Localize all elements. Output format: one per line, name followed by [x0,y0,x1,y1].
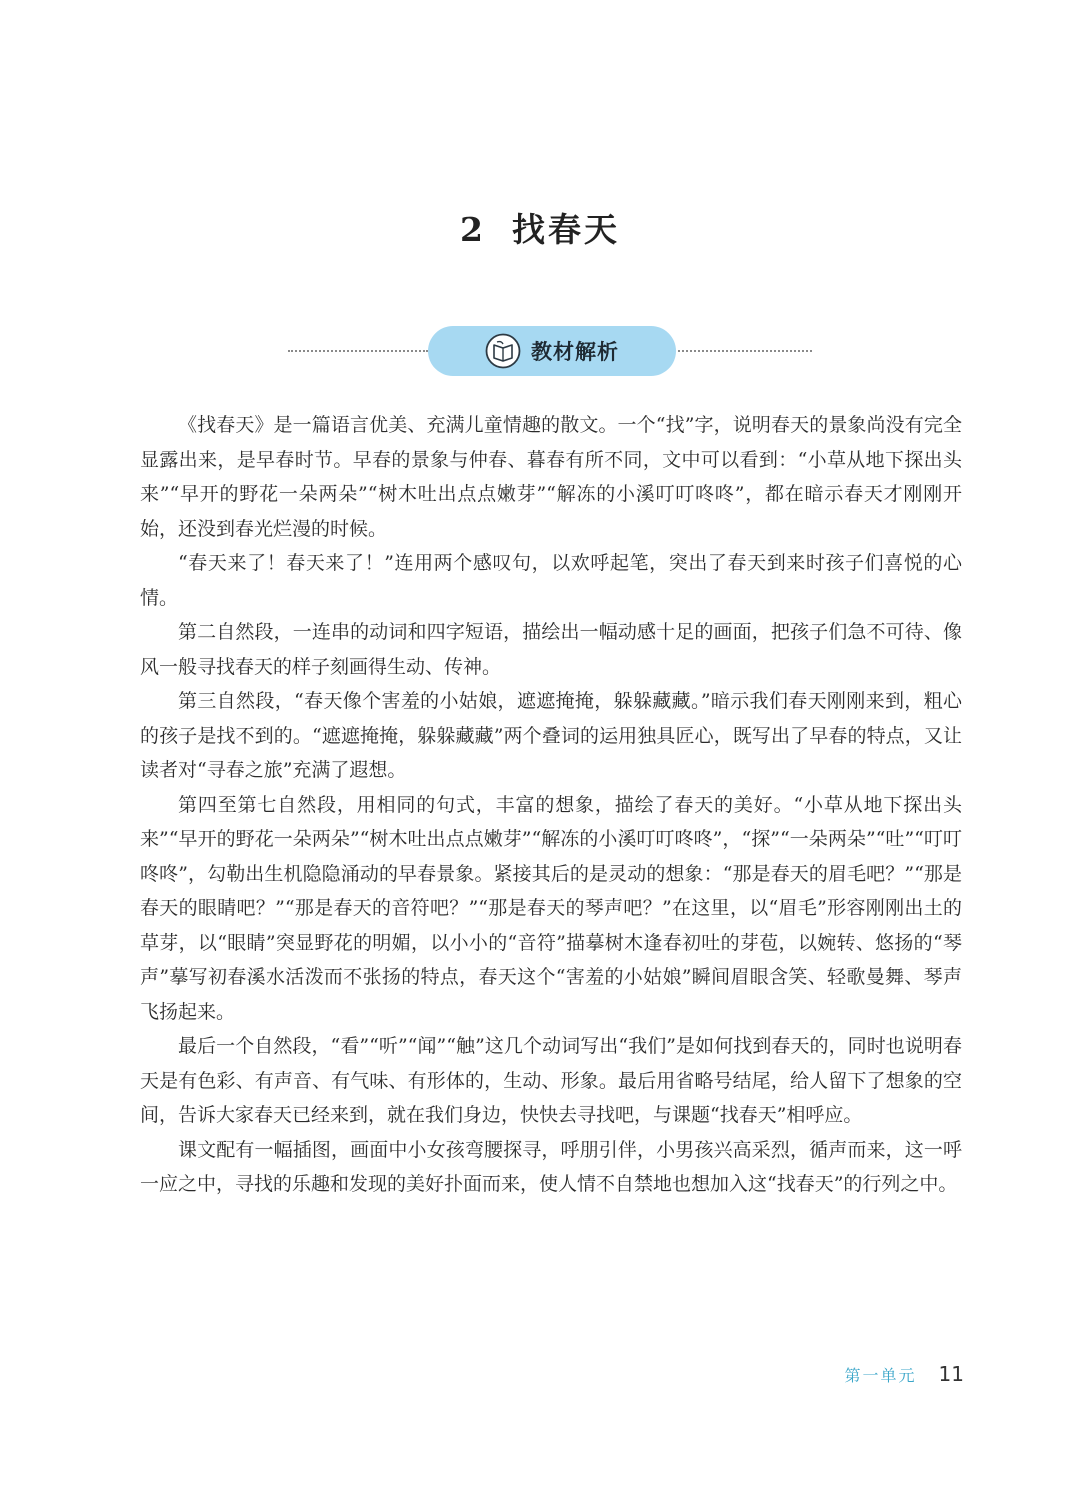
paragraph: 第四至第七自然段，用相同的句式，丰富的想象，描绘了春天的美好。“小草从地下探出头来”“早开的野花一朵两朵”“树木吐出点点嫩芽”“解冻的小溪叮叮咚咚”，“探”“一朵两朵”“吐”“叮叮咚咚”，勾勒出生机隐隐涌动的早春景象。紧接其后的是灵动的想象：“那是春天的眉毛吧？”“那是春天的眼睛吧？”“那是春天的音符吧？”“那是春天的琴声吧？”在这里，以“眉毛”形容刚刚出土的草芽，以“眼睛”突显野花的明媚，以小小的“音符”描摹树木逢春初吐的芽苞，以婉转、悠扬的“琴声”摹写初春溪水活泼而不张扬的特点，春天这个“害羞的小姑娘”瞬间眉眼含笑、轻歌曼舞、琴声飞扬起来。 [140,793,962,1023]
dotted-rule-right [678,350,812,352]
page-footer [845,1362,964,1386]
section-label-pill [428,326,676,376]
paragraph: 第二自然段，一连串的动词和四字短语，描绘出一幅动感十足的画面，把孩子们急不可待、像风一般寻找春天的样子刻画得生动、传神。 [140,621,962,678]
lesson-number: 2 [460,210,486,250]
paragraph: 最后一个自然段，“看”“听”“闻”“触”这几个动词写出“我们”是如何找到春天的，同时也说明春天是有色彩、有声音、有气味、有形体的，生动、形象。最后用省略号结尾，给人留下了想象的空间，告诉大家春天已经来到，就在我们身边，快快去寻找吧，与课题“找春天”相呼应。 [140,1035,962,1126]
analysis-body [140,408,962,1202]
paragraph: 课文配有一幅插图，画面中小女孩弯腰探寻，呼朋引伴，小男孩兴高采烈，循声而来，这一呼一应之中，寻找的乐趣和发现的美好扑面而来，使人情不自禁地也想加入这“找春天”的行列之中。 [140,1138,962,1195]
lesson-title-text: 找春天 [511,210,620,250]
book-icon [485,333,521,369]
section-label: 教材解析 [531,340,619,364]
paragraph: 《找春天》是一篇语言优美、充满儿童情趣的散文。一个“找”字，说明春天的景象尚没有完全显露出来，是早春时节。早春的景象与仲春、暮春有所不同，文中可以看到：“小草从地下探出头来”“早开的野花一朵两朵”“树木吐出点点嫩芽”“解冻的小溪叮叮咚咚”，都在暗示春天才刚刚开始，还没到春光烂漫的时候。 [140,414,962,540]
paragraph: “春天来了！春天来了！”连用两个感叹句，以欢呼起笔，突出了春天到来时孩子们喜悦的心情。 [140,552,962,609]
section-banner [288,326,812,376]
lesson-title [0,204,1080,251]
dotted-rule-left [288,350,428,352]
paragraph: 第三自然段，“春天像个害羞的小姑娘，遮遮掩掩，躲躲藏藏。”暗示我们春天刚刚来到，粗心的孩子是找不到的。“遮遮掩掩，躲躲藏藏”两个叠词的运用独具匠心，既写出了早春的特点，又让读者对“寻春之旅”充满了遐想。 [140,690,962,781]
page-number: 11 [938,1362,964,1386]
unit-label: 第一单元 [844,1366,917,1385]
